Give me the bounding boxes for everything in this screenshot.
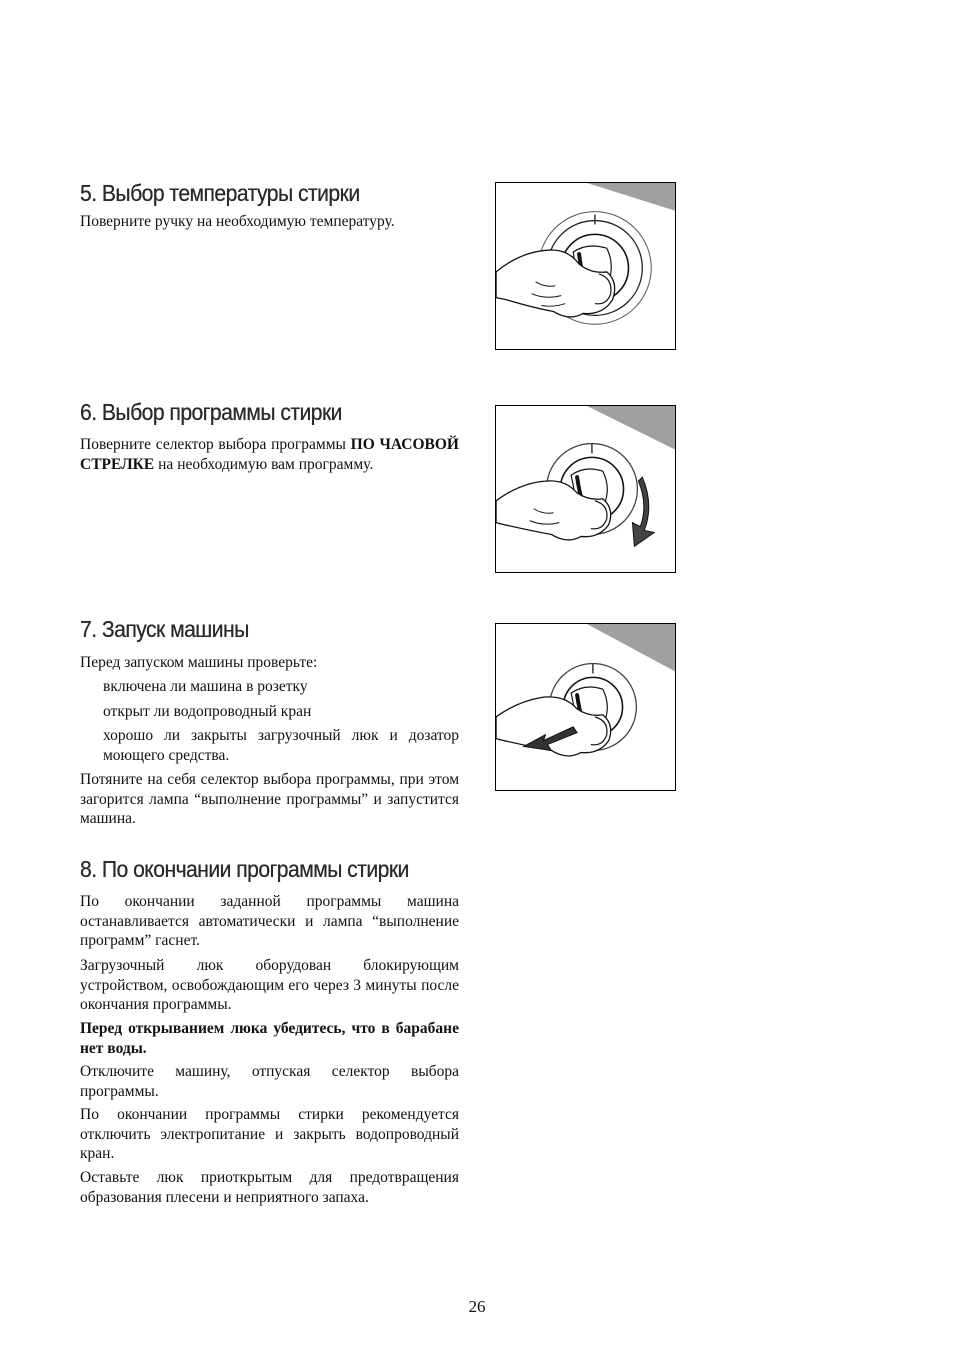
section-8-para-4: Отключите машину, отпуская селектор выбора программы. [80,1063,459,1100]
section-8-title: 8. По окончании программы стирки [80,856,409,882]
figure-temperature-knob [495,182,676,350]
section-8-para-6: Оставьте люк приоткрытым для предотвращения образования плесени и неприятного запаха. [80,1169,459,1206]
section-7-outro: Потяните на себя селектор выбора программы, при этом загорится лампа “выполнение программы” и запустится машина. [80,771,459,827]
section-7-title: 7. Запуск машины [80,616,249,642]
section-7-intro: Перед запуском машины проверьте: [80,654,318,671]
figure-programme-selector [495,405,676,573]
section-5-title: 5. Выбор температуры стирки [80,180,360,206]
section-8-para-2: Загрузочный люк оборудован блокирующим устройством, освобождающим его через 3 минуты после окончания программы. [80,957,459,1013]
hand-turning-knob-clockwise-icon [496,406,675,572]
section-6-title: 6. Выбор программы стирки [80,399,342,425]
check-item-door: хорошо ли закрыты загрузочный люк и дозатор моющего средства. [103,727,459,764]
section-6-text: Поверните селектор выбора программы ПО ЧАСОВОЙ СТРЕЛКЕ на необходимую вам программу. [80,436,459,473]
check-item-socket: включена ли машина в розетку [103,678,308,695]
hand-pulling-knob-icon [496,624,675,790]
clockwise-emphasis: ПО ЧАСОВОЙ СТРЕЛКЕ [80,436,459,473]
section-8-para-1: По окончании заданной программы машина останавливается автоматически и лампа “выполнение программ” гаснет. [80,893,459,949]
section-8-warning: Перед открыванием люка убедитесь, что в барабане нет воды. [80,1020,459,1057]
page-number: 26 [468,1297,486,1316]
section-8-para-5: По окончании программы стирки рекомендуется отключить электропитание и закрыть водопроводный кран. [80,1106,459,1162]
check-item-tap: открыт ли водопроводный кран [103,703,312,720]
figure-start-machine [495,623,676,791]
section-5-text: Поверните ручку на необходимую температуру. [80,213,395,230]
hand-turning-knob-icon [496,183,675,349]
